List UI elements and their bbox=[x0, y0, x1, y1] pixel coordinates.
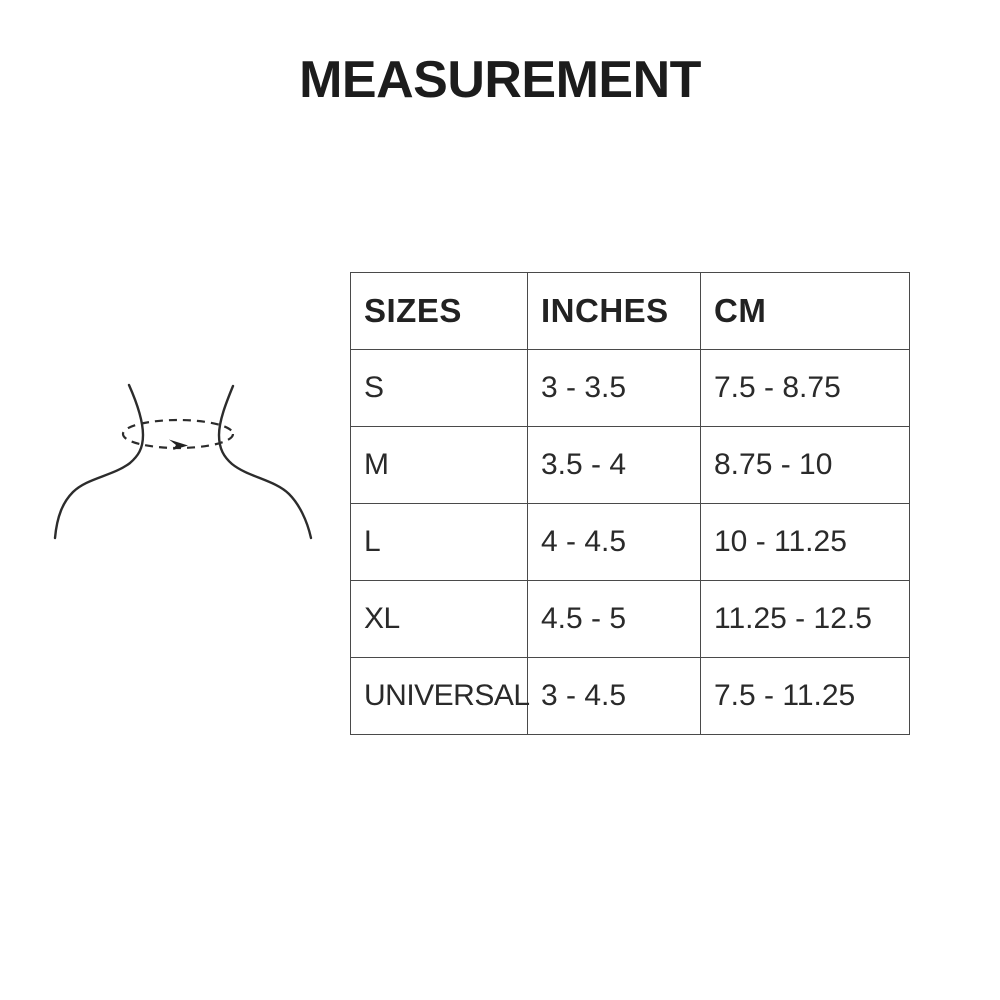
cm-cell: 11.25 - 12.5 bbox=[701, 581, 910, 658]
table-row-universal bbox=[351, 658, 910, 735]
size-table bbox=[350, 272, 910, 735]
col-header-sizes: SIZES bbox=[351, 273, 528, 350]
inches-cell: 3 - 4.5 bbox=[528, 658, 701, 735]
col-header-cm: CM bbox=[701, 273, 910, 350]
size-cell: XL bbox=[351, 581, 528, 658]
inches-cell: 4.5 - 5 bbox=[528, 581, 701, 658]
cm-cell: 7.5 - 11.25 bbox=[701, 658, 910, 735]
page-title: MEASUREMENT bbox=[299, 51, 701, 109]
size-cell: M bbox=[351, 427, 528, 504]
neck-diagram-svg bbox=[45, 375, 325, 550]
table-row-l bbox=[351, 504, 910, 581]
inches-cell: 3 - 3.5 bbox=[528, 350, 701, 427]
size-cell: UNIVERSAL bbox=[351, 658, 528, 735]
col-header-inches: INCHES bbox=[528, 273, 701, 350]
left-neck-shoulder-outline bbox=[55, 385, 143, 538]
cm-cell: 7.5 - 8.75 bbox=[701, 350, 910, 427]
table-row-xl bbox=[351, 581, 910, 658]
right-neck-shoulder-outline bbox=[219, 386, 311, 538]
table-row-s bbox=[351, 350, 910, 427]
inches-cell: 4 - 4.5 bbox=[528, 504, 701, 581]
neck-circumference-diagram bbox=[45, 375, 325, 550]
header-row bbox=[351, 273, 910, 350]
size-cell: S bbox=[351, 350, 528, 427]
inches-cell: 3.5 - 4 bbox=[528, 427, 701, 504]
size-cell: L bbox=[351, 504, 528, 581]
size-table-header bbox=[351, 273, 910, 350]
table-row-m bbox=[351, 427, 910, 504]
cm-cell: 10 - 11.25 bbox=[701, 504, 910, 581]
cm-cell: 8.75 - 10 bbox=[701, 427, 910, 504]
